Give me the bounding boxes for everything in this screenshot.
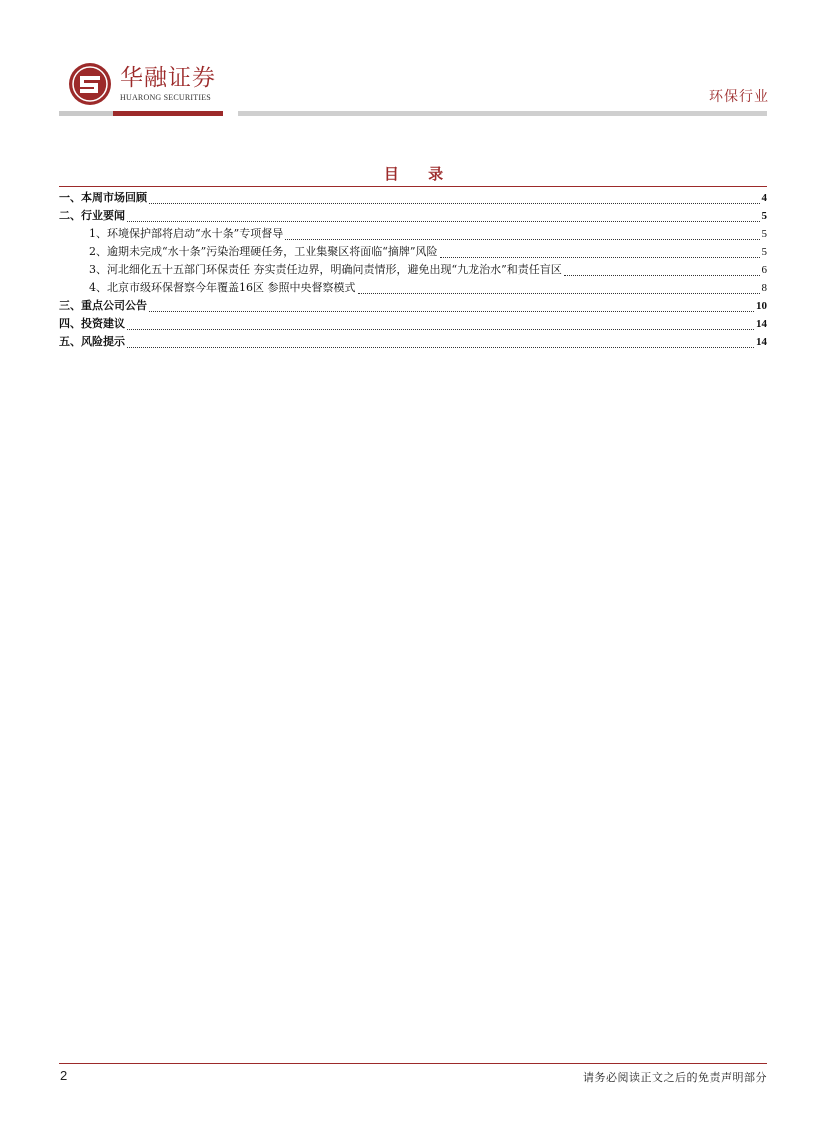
- logo-text: [120, 65, 216, 103]
- toc-page-number: 10: [756, 300, 767, 312]
- toc-page-number: 5: [761, 228, 767, 240]
- header-bar-right: [238, 111, 767, 116]
- toc-leader: [127, 220, 760, 222]
- toc-entry[interactable]: [59, 297, 767, 315]
- toc-entry[interactable]: [59, 189, 767, 207]
- industry-label: 环保行业: [709, 89, 769, 105]
- huarong-logo-icon: [68, 62, 112, 106]
- toc-title: 目 录: [383, 165, 456, 183]
- toc-entry-text: 五、风险提示: [59, 335, 125, 348]
- page-number: 2: [60, 1068, 68, 1083]
- logo-name-en: HUARONG SECURITIES: [120, 93, 211, 102]
- toc-entry-text: 4、北京市级环保督察今年覆盖16区 参照中央督察模式: [89, 281, 356, 294]
- footer-disclaimer: 请务必阅读正文之后的免责声明部分: [583, 1071, 767, 1084]
- toc-entry-text: 2、逾期未完成“水十条”污染治理硬任务，工业集聚区将面临“摘牌”风险: [89, 245, 438, 258]
- toc-subentry[interactable]: [59, 243, 767, 261]
- toc-entry-text: 1、环境保护部将启动“水十条”专项督导: [89, 227, 284, 240]
- toc-page-number: 8: [761, 282, 767, 294]
- toc-divider: [59, 186, 767, 187]
- toc-leader: [149, 310, 754, 312]
- toc-page-number: 14: [756, 336, 767, 348]
- toc-leader: [564, 274, 760, 276]
- toc-entry-text: 二、行业要闻: [59, 209, 125, 222]
- logo-name-cn: 华融证券: [120, 65, 216, 91]
- toc-page-number: 5: [761, 246, 767, 258]
- toc-entry-text: 三、重点公司公告: [59, 299, 147, 312]
- toc-entry-text: 3、河北细化五十五部门环保责任 夯实责任边界，明确问责情形，避免出现“九龙治水”和责任盲区: [89, 263, 562, 276]
- toc-leader: [358, 292, 760, 294]
- footer-divider: [59, 1063, 767, 1064]
- company-logo: [68, 62, 216, 106]
- toc-entry[interactable]: [59, 315, 767, 333]
- toc-entry[interactable]: [59, 207, 767, 225]
- toc-page-number: 5: [761, 210, 767, 222]
- toc-entry-text: 一、本周市场回顾: [59, 191, 147, 204]
- toc-leader: [127, 328, 754, 330]
- toc-leader: [440, 256, 760, 258]
- toc-subentry[interactable]: [59, 261, 767, 279]
- toc-entry[interactable]: [59, 333, 767, 351]
- toc-entry-text: 四、投资建议: [59, 317, 125, 330]
- toc-leader: [285, 238, 759, 240]
- table-of-contents: [59, 189, 767, 351]
- toc-subentry[interactable]: [59, 279, 767, 297]
- toc-leader: [127, 346, 754, 348]
- header-bar-left: [59, 111, 223, 116]
- toc-page-number: 4: [761, 192, 767, 204]
- toc-page-number: 14: [756, 318, 767, 330]
- toc-leader: [149, 202, 760, 204]
- toc-page-number: 6: [761, 264, 767, 276]
- toc-subentry[interactable]: [59, 225, 767, 243]
